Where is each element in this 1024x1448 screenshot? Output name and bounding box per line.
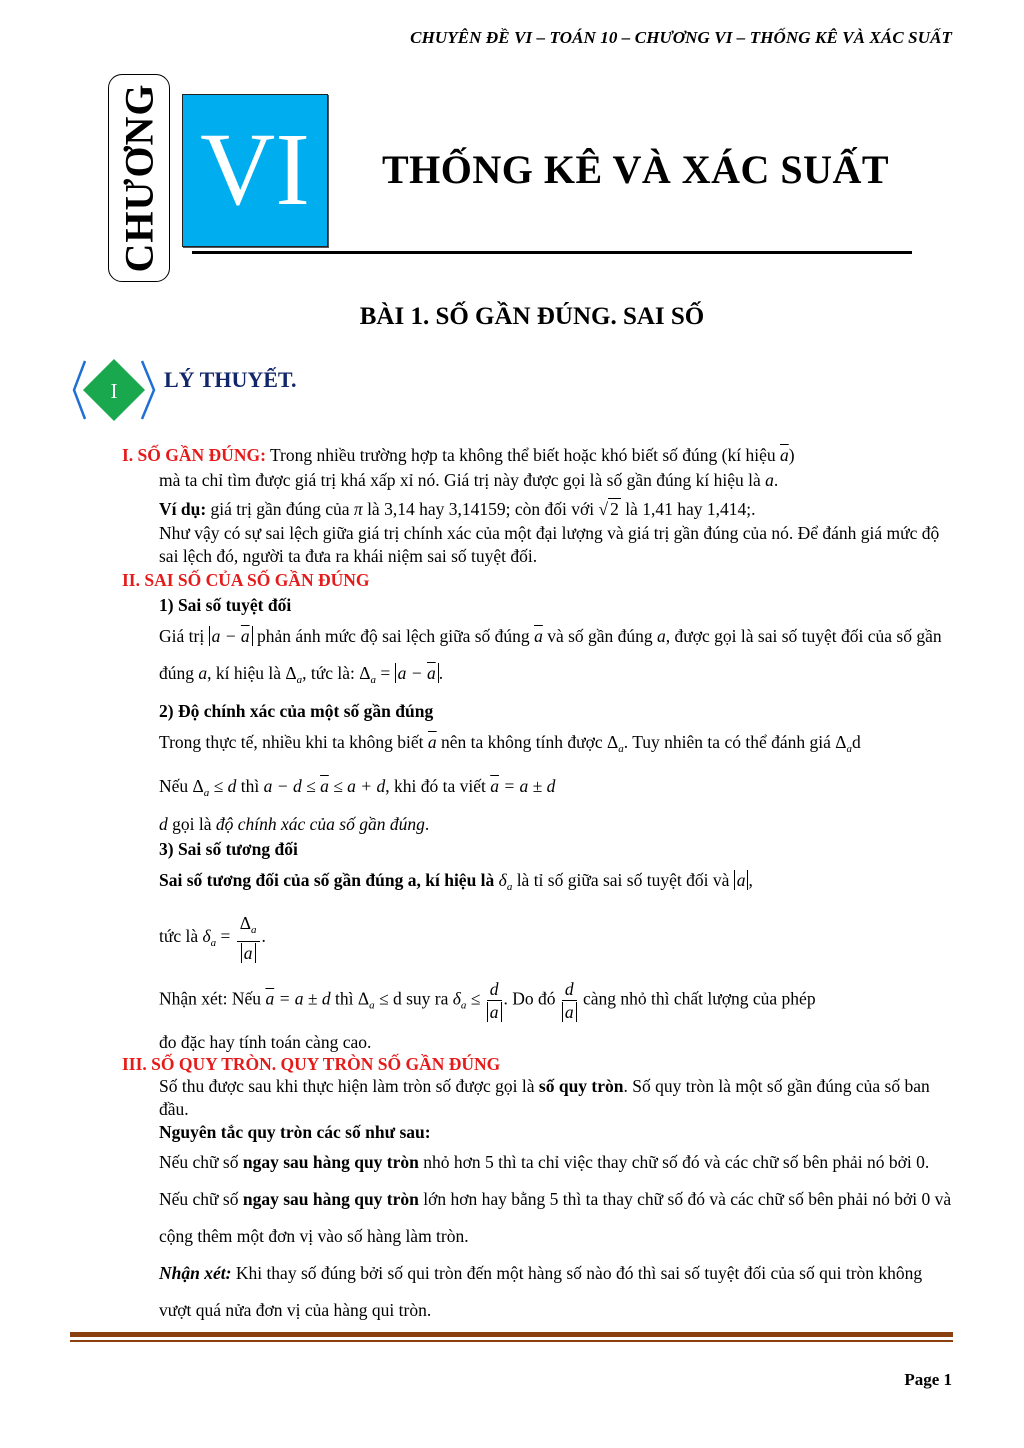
term: số quy tròn	[538, 1076, 624, 1096]
sec1-para	[122, 443, 952, 468]
text: phản ánh mức độ sai lệch giữa số đúng	[252, 626, 535, 646]
abs-a: a	[487, 1002, 502, 1022]
text: Trong nhiều trường hợp ta không thể biết hoặc khó biết số đúng (kí hiệu	[265, 445, 780, 465]
text: , tức là:	[302, 663, 360, 683]
fraction	[237, 912, 260, 964]
section-badge-icon	[72, 357, 156, 423]
sub1-title: 1) Sai số tuyệt đối	[159, 595, 292, 615]
sub3-remark-end: đo đặc hay tính toán càng cao.	[159, 1032, 372, 1052]
text: Nhận xét: Nếu	[159, 988, 266, 1009]
subscript-a: a	[370, 674, 377, 686]
subscript-a: a	[846, 743, 852, 755]
term: ngay sau hàng quy tròn	[242, 1152, 419, 1172]
text: nên ta không tính được	[436, 732, 608, 752]
sub2-inequality	[122, 768, 952, 812]
running-header: CHUYÊN ĐỀ VI – TOÁN 10 – CHƯƠNG VI – THỐNG KÊ VÀ XÁC SUẤT	[410, 28, 952, 47]
subscript-a: a	[296, 674, 303, 686]
op: −	[406, 663, 427, 683]
sqrt-symbol: √	[598, 499, 609, 519]
math-a-bar: $\overline{a}$	[320, 776, 329, 796]
rule-1	[122, 1144, 952, 1181]
fraction	[562, 978, 577, 1023]
math-result: = a ± d	[274, 988, 331, 1009]
text: . Số quy tròn là một số gần đúng của số ban đầu.	[159, 1076, 930, 1119]
text: tức là	[159, 926, 203, 947]
math-a-bar: $\overline{a}$	[779, 445, 789, 465]
math-delta: Δ	[359, 663, 371, 683]
text: Giá trị	[159, 626, 209, 646]
text: và số gần đúng	[542, 626, 658, 646]
math-delta: Δ	[192, 776, 204, 796]
text: Khi thay số đúng bởi số qui tròn đến một hàng số nào đó thì sai số tuyệt đối của số qui tròn không vượt quá nửa đơn vị của hàng qui tròn.	[159, 1263, 923, 1320]
math-ineq: ≤ a + d	[328, 776, 386, 796]
text: , được gọi là sai số tuyệt đối của số gần đúng	[159, 626, 942, 683]
frac-num: d	[562, 978, 577, 1001]
sub3-para	[122, 862, 952, 906]
text: càng nhỏ thì chất lượng của phép	[578, 988, 816, 1009]
term: ngay sau hàng quy tròn	[242, 1189, 419, 1209]
abs-a: a	[562, 1002, 577, 1022]
text: thì	[236, 776, 264, 796]
sub3-title: 3) Sai số tương đối	[159, 839, 298, 859]
page-number: Page 1	[904, 1370, 952, 1389]
text: .	[438, 663, 444, 683]
abs-a-minus-abar	[395, 663, 439, 683]
abs-a: a	[241, 943, 256, 963]
text: là tỉ số giữa sai số tuyệt đối và	[512, 870, 734, 890]
math-a: a	[211, 626, 221, 646]
chapter-number-box	[182, 94, 328, 247]
lesson-title: BÀI 1. SỐ GẦN ĐÚNG. SAI SỐ	[359, 303, 705, 330]
math-leq-d: ≤ d	[209, 776, 237, 796]
math-delta-small: δ	[452, 988, 461, 1009]
note-label: Nhận xét:	[159, 1263, 232, 1283]
text: . Tuy nhiên ta có thể đánh giá	[623, 732, 836, 752]
section-numeral: I	[110, 379, 118, 403]
math-a-bar: $\overline{a}$	[534, 626, 543, 646]
text: .	[773, 470, 779, 490]
sec1-explanation: Như vậy có sự sai lệch giữa giá trị chính xác của một đại lượng và giá trị gần đúng của nó. Để đánh giá mức độ sai lệch đó, người ta đưa ra khái niệm sai số tuyệt đối.	[159, 523, 940, 566]
text: .	[424, 814, 430, 834]
math-delta: Δ	[357, 988, 370, 1009]
sub2-definition	[122, 812, 952, 837]
text: Nếu	[159, 776, 193, 796]
footer-rule-thin	[70, 1340, 953, 1342]
text: d	[852, 732, 861, 752]
text: , khi đó ta viết	[385, 776, 491, 796]
footer-rule-thick	[70, 1332, 953, 1337]
section-heading: LÝ THUYẾT.	[164, 367, 297, 392]
chapter-label-box	[108, 74, 170, 282]
math-a: a	[198, 663, 208, 683]
math-a-bar: $\overline{a}$	[265, 988, 275, 1009]
sec1-example	[122, 497, 952, 522]
text: , kí hiệu là	[207, 663, 286, 683]
math-d: d	[159, 814, 168, 834]
text: .	[261, 926, 266, 947]
math-pi: π	[353, 499, 363, 519]
text: Nếu chữ số	[159, 1189, 243, 1209]
sub1-para	[122, 618, 952, 699]
subscript-a: a	[251, 924, 257, 936]
math-delta: Δ	[285, 663, 297, 683]
op: −	[220, 626, 241, 646]
op: =	[376, 663, 395, 683]
sqrt-arg: 2	[610, 499, 619, 519]
math-delta: Δ	[835, 732, 847, 752]
sub2-title: 2) Độ chính xác của một số gần đúng	[159, 701, 434, 721]
text: Sai số tương đối của số gần đúng a, kí hiệu là	[159, 870, 499, 890]
abs-a-minus-abar	[209, 626, 253, 646]
math-ineq: a − d ≤	[263, 776, 321, 796]
math-delta: Δ	[607, 732, 619, 752]
math-a: a	[657, 626, 666, 646]
math-a: a	[397, 663, 407, 683]
text: gọi là	[167, 814, 216, 834]
term: độ chính xác của số gần đúng	[215, 814, 425, 834]
text: thì	[330, 988, 358, 1009]
text: là 3,14 hay 3,14159; còn đối với	[362, 499, 599, 519]
sec1-heading: I. SỐ GẦN ĐÚNG:	[122, 445, 266, 465]
frac-num: d	[487, 978, 502, 1001]
text: lớn hơn hay bằng 5 thì ta thay chữ số đó và các chữ số bên phải nó bởi 0 và cộng thêm một đơn vị vào số hàng làm tròn.	[159, 1189, 952, 1246]
math-a-bar: $\overline{a}$	[426, 663, 436, 683]
math-result: = a ± d	[498, 776, 556, 796]
math-delta: Δ	[239, 913, 252, 933]
text: . Do đó	[503, 988, 560, 1009]
text: ,	[748, 870, 753, 890]
text: ≤ d suy ra	[374, 988, 453, 1009]
diamond-chevron-icon	[72, 357, 156, 423]
document-body	[122, 443, 952, 1329]
chapter-title: THỐNG KÊ VÀ XÁC SUẤT	[382, 147, 890, 192]
abs-a: a	[734, 870, 749, 890]
text: Trong thực tế, nhiều khi ta không biết	[159, 732, 428, 752]
text: là 1,41 hay 1,414;.	[620, 499, 756, 519]
math-a-bar: $\overline{a}$	[427, 732, 437, 752]
sub3-remark	[122, 978, 952, 1023]
sub2-para	[122, 724, 952, 768]
math-delta-small: δ	[202, 926, 211, 947]
math-delta-small: δ	[498, 870, 507, 890]
op: ≤	[466, 988, 485, 1009]
rule-title: Nguyên tắc quy tròn các số như sau:	[159, 1122, 431, 1142]
rule-2	[122, 1181, 952, 1255]
example-label: Ví dụ:	[159, 499, 207, 519]
op: =	[216, 926, 235, 947]
text: Nếu chữ số	[159, 1152, 243, 1172]
subscript-a: a	[618, 743, 624, 755]
sec1-line2	[122, 468, 952, 493]
rounding-note	[122, 1255, 952, 1329]
subscript-a: a	[460, 999, 467, 1012]
sec2-heading: II. SAI SỐ CỦA SỐ GẦN ĐÚNG	[122, 570, 370, 590]
chapter-number: VI	[200, 112, 310, 227]
math-a: a	[765, 470, 774, 490]
title-divider	[192, 251, 912, 254]
text: nhỏ hơn 5 thì ta chỉ việc thay chữ số đó và các chữ số bên phải nó bởi 0.	[418, 1152, 930, 1172]
text: giá trị gần đúng của	[206, 499, 354, 519]
fraction	[487, 978, 502, 1023]
sec3-heading: III. SỐ QUY TRÒN. QUY TRÒN SỐ GẦN ĐÚNG	[122, 1054, 501, 1074]
subscript-a: a	[506, 881, 513, 893]
text: mà ta chỉ tìm được giá trị khá xấp xỉ nó. Giá trị này được gọi là số gần đúng kí hiệu là	[159, 470, 766, 490]
text: Số thu được sau khi thực hiện làm tròn số được gọi là	[159, 1076, 539, 1096]
chapter-label: CHƯƠNG	[116, 83, 162, 273]
subscript-a: a	[369, 999, 375, 1012]
math-a-bar: $\overline{a}$	[490, 776, 499, 796]
sec3-para1	[122, 1075, 952, 1121]
sub3-formula	[122, 912, 952, 964]
subscript-a: a	[203, 787, 210, 799]
text: )	[788, 445, 795, 465]
math-a-bar: $\overline{a}$	[240, 626, 250, 646]
subscript-a: a	[210, 937, 217, 950]
